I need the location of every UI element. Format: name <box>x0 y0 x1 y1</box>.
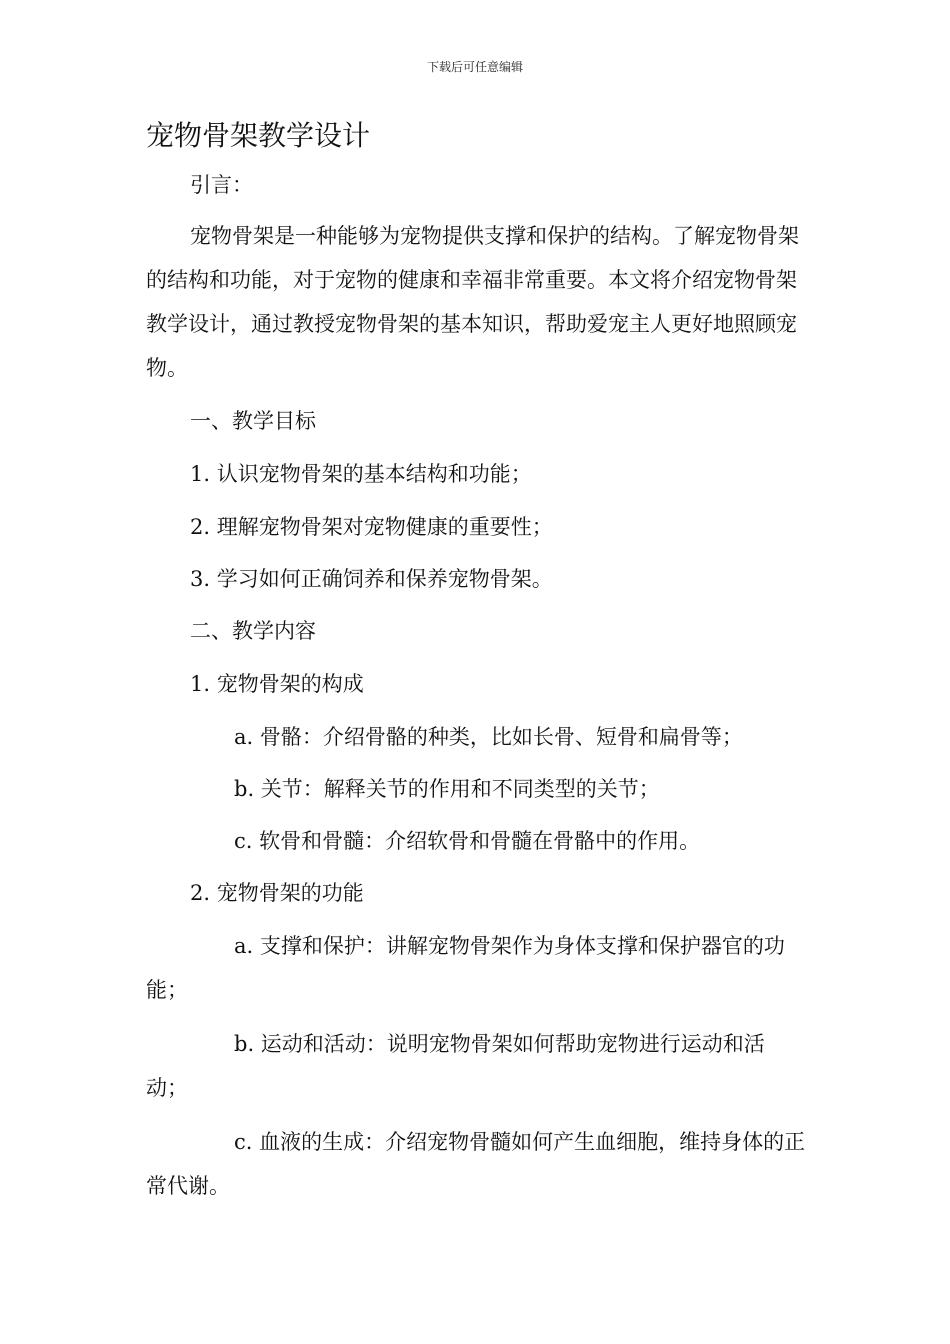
section-heading-objectives: 一、教学目标 <box>190 409 316 433</box>
subsection-heading: 2. 宠物骨架的功能 <box>190 881 364 905</box>
page-header-note: 下载后可任意编辑 <box>426 60 523 74</box>
content-item: a. 骨骼：介绍骨骼的种类，比如长骨、短骨和扁骨等； <box>234 725 743 749</box>
content-item: b. 运动和活动：说明宠物骨架如何帮助宠物进行运动和活动； <box>146 1032 765 1100</box>
content-item: c. 软骨和骨髓：介绍软骨和骨髓在骨骼中的作用。 <box>234 829 701 853</box>
content-item: a. 支撑和保护：讲解宠物骨架作为身体支撑和保护器官的功能； <box>146 934 785 1002</box>
objective-item: 1. 认识宠物骨架的基本结构和功能； <box>190 462 532 486</box>
objective-item: 2. 理解宠物骨架对宠物健康的重要性； <box>190 515 553 539</box>
subsection-heading: 1. 宠物骨架的构成 <box>190 672 364 696</box>
section-heading-content: 二、教学内容 <box>190 619 316 643</box>
intro-label: 引言： <box>190 173 253 197</box>
intro-paragraph: 宠物骨架是一种能够为宠物提供支撑和保护的结构。了解宠物骨架的结构和功能，对于宠物的健康和幸福非常重要。本文将介绍宠物骨架教学设计，通过教授宠物骨架的基本知识，帮助爱宠主人更好地照顾宠物。 <box>146 224 799 380</box>
content-item: b. 关节：解释关节的作用和不同类型的关节； <box>234 777 660 801</box>
content-item: c. 血液的生成：介绍宠物骨髓如何产生血细胞，维持身体的正常代谢。 <box>146 1130 806 1198</box>
objective-item: 3. 学习如何正确饲养和保养宠物骨架。 <box>190 567 553 591</box>
document-title: 宠物骨架教学设计 <box>146 119 371 152</box>
